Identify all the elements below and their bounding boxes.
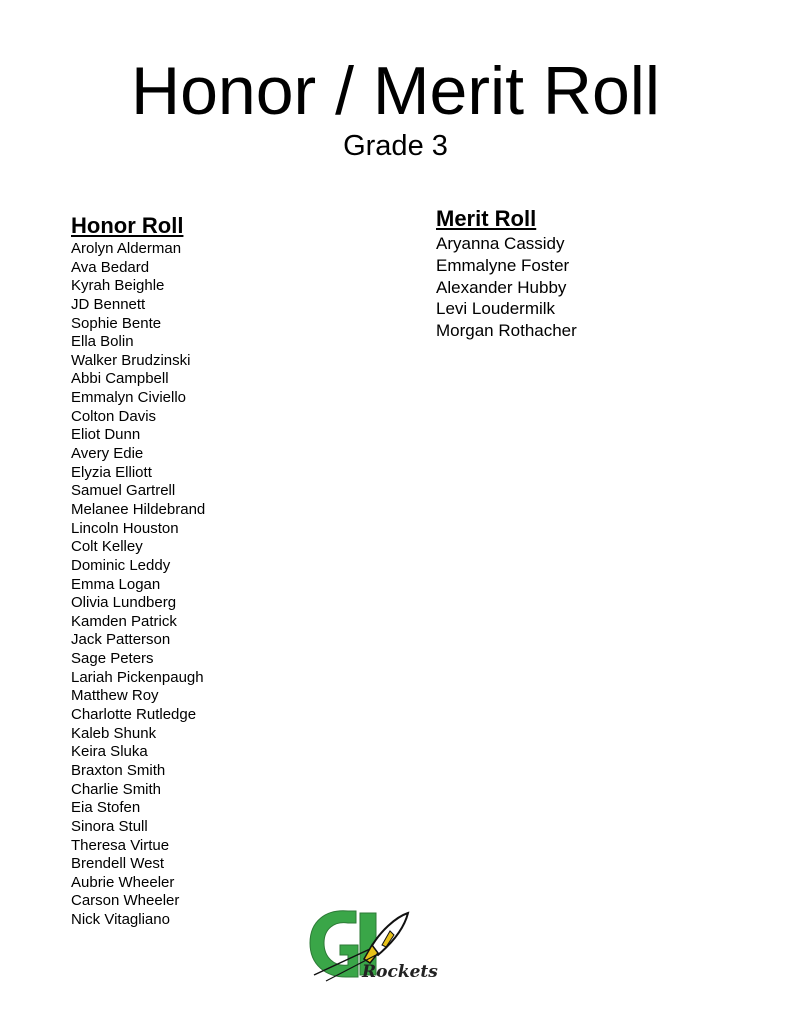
- honor-roll-name: Sage Peters: [71, 650, 154, 668]
- honor-roll-name: Emmalyn Civiello: [71, 389, 187, 407]
- merit-roll-name: Alexander Hubby: [436, 277, 567, 297]
- merit-roll-heading: Merit Roll: [436, 206, 537, 231]
- honor-roll-name: Walker Brudzinski: [71, 351, 191, 369]
- honor-roll-name: Elyzia Elliott: [71, 463, 152, 481]
- honor-roll-section: [71, 212, 205, 930]
- honor-roll-heading: Honor Roll: [71, 213, 184, 238]
- honor-roll-name: Nick Vitagliano: [71, 911, 170, 929]
- honor-roll-name: Abbi Campbell: [71, 370, 169, 388]
- honor-roll-name: Ava Bedard: [71, 258, 150, 276]
- honor-roll-name: Kaleb Shunk: [71, 724, 157, 742]
- honor-roll-name: Colt Kelley: [71, 538, 143, 556]
- honor-roll-name: Melanee Hildebrand: [71, 500, 206, 518]
- honor-roll-name: Dominic Leddy: [71, 556, 171, 574]
- honor-roll-name: Arolyn Alderman: [71, 240, 182, 257]
- honor-roll-name: Avery Edie: [71, 445, 144, 463]
- honor-roll-name: Charlie Smith: [71, 780, 162, 798]
- honor-roll-name: Eliot Dunn: [71, 426, 141, 444]
- honor-roll-name: Kyrah Beighle: [71, 277, 165, 295]
- honor-roll-name: Ella Bolin: [71, 333, 134, 351]
- merit-roll-name: Morgan Rothacher: [436, 321, 577, 341]
- honor-roll-name: Kamden Patrick: [71, 612, 177, 630]
- honor-roll-name: Braxton Smith: [71, 761, 166, 779]
- honor-roll-name: Sinora Stull: [71, 817, 148, 835]
- honor-roll-name: Jack Patterson: [71, 631, 171, 649]
- honor-roll-name: Colton Davis: [71, 407, 157, 425]
- rockets-logo: [306, 905, 440, 987]
- honor-roll-name: Samuel Gartrell: [71, 482, 176, 500]
- honor-roll-name: Lincoln Houston: [71, 519, 179, 537]
- honor-roll-name: Lariah Pickenpaugh: [71, 668, 204, 686]
- grade-subtitle: Grade 3: [343, 130, 448, 162]
- honor-roll-name: Charlotte Rutledge: [71, 706, 197, 724]
- merit-roll-section: [436, 205, 577, 342]
- merit-roll-name: Aryanna Cassidy: [436, 234, 565, 253]
- honor-roll-name: Brendell West: [71, 855, 165, 873]
- honor-roll-name: Eia Stofen: [71, 799, 141, 817]
- honor-roll-name: Olivia Lundberg: [71, 594, 177, 612]
- honor-roll-name: Theresa Virtue: [71, 836, 170, 854]
- merit-roll-list: [436, 233, 577, 342]
- honor-roll-name: Carson Wheeler: [71, 892, 180, 910]
- page-title: Honor / Merit Roll: [130, 53, 661, 129]
- rocket-logo-icon: [306, 905, 440, 987]
- honor-roll-name: Matthew Roy: [71, 687, 159, 705]
- honor-roll-name: Emma Logan: [71, 575, 161, 593]
- merit-roll-name: Levi Loudermilk: [436, 299, 556, 319]
- honor-roll-list: [71, 240, 205, 930]
- honor-roll-name: Keira Sluka: [71, 743, 148, 761]
- svg-text:Rockets: Rockets: [362, 962, 438, 982]
- honor-roll-name: Aubrie Wheeler: [71, 873, 175, 891]
- honor-roll-name: Sophie Bente: [71, 314, 162, 332]
- honor-roll-name: JD Bennett: [71, 295, 146, 313]
- merit-roll-name: Emmalyne Foster: [436, 255, 570, 275]
